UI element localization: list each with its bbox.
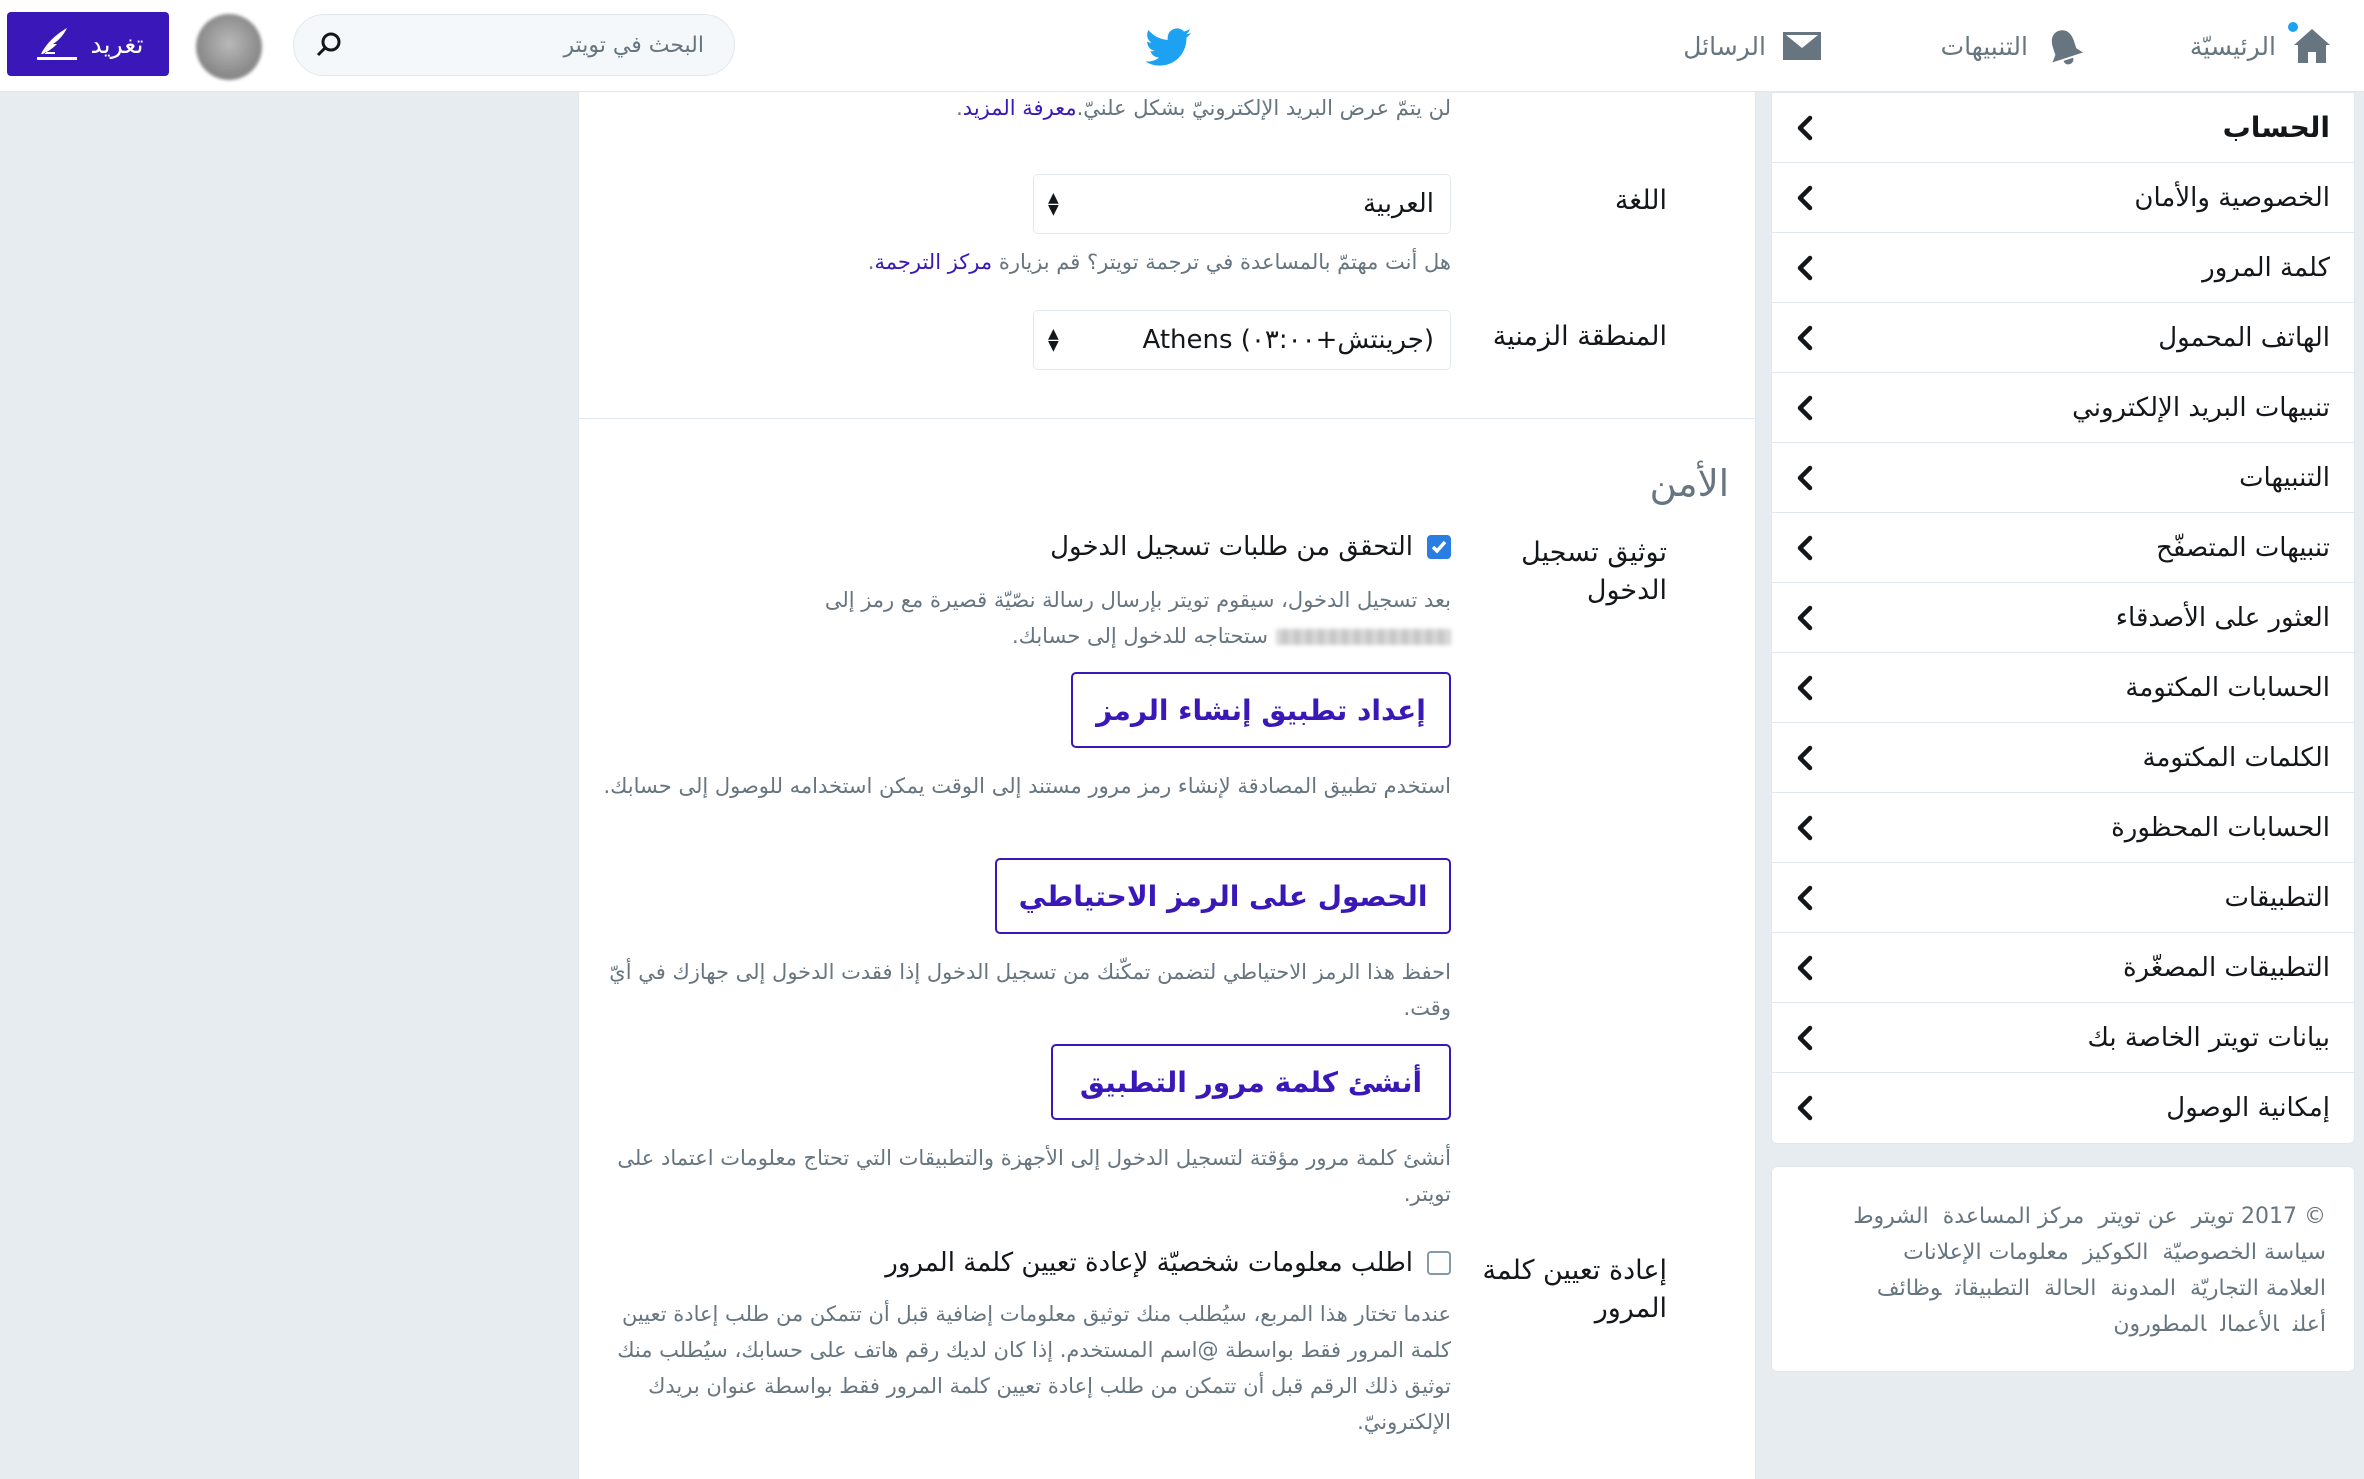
footer-link-cookies[interactable]: الكوكيز <box>2082 1240 2149 1265</box>
sidebar-item-label: تنبيهات المتصفّح <box>2156 532 2330 563</box>
sidebar-item-muted-accounts[interactable] <box>1772 653 2354 723</box>
footer-link-privacy[interactable]: سياسة الخصوصيّة <box>2162 1240 2326 1265</box>
language-value: العربية <box>1362 189 1434 219</box>
chevron-left-icon <box>1792 1023 1818 1053</box>
verify-login-help <box>631 582 1451 654</box>
sidebar-item-privacy-security[interactable] <box>1772 163 2354 233</box>
chevron-left-icon <box>1792 1093 1818 1123</box>
translate-note: هل أنت مهتمّ بالمساعدة في ترجمة تويتر؟ قم بزيارة مركز الترجمة. <box>867 250 1451 274</box>
sidebar-item-accessibility[interactable] <box>1772 1073 2354 1143</box>
setup-code-generator-help: استخدم تطبيق المصادقة لإنشاء رمز مرور مستند إلى الوقت يمكن استخدامه للوصول إلى حسابك. <box>603 774 1451 798</box>
sidebar-item-blocked-accounts[interactable] <box>1772 793 2354 863</box>
sidebar-item-find-friends[interactable] <box>1772 583 2354 653</box>
chevron-left-icon <box>1792 183 1818 213</box>
chevron-left-icon <box>1792 673 1818 703</box>
translate-note-text: هل أنت مهتمّ بالمساعدة في ترجمة تويتر؟ قم بزيارة <box>998 250 1451 274</box>
get-backup-code-button[interactable]: الحصول على الرمز الاحتياطي <box>995 858 1451 934</box>
tweet-button[interactable] <box>7 12 169 76</box>
email-note-text: لن يتمّ عرض البريد الإلكترونيّ بشكل علنيّ. <box>1076 96 1451 120</box>
nav-messages[interactable] <box>1683 16 1824 76</box>
translation-center-link[interactable]: مركز الترجمة <box>874 250 993 274</box>
footer-link-about[interactable]: عن تويتر <box>2098 1204 2178 1229</box>
tweet-button-label: تغريد <box>90 29 144 59</box>
sidebar-item-label: الحساب <box>2222 111 2330 144</box>
footer-link-blog[interactable]: المدونة <box>2110 1276 2176 1301</box>
footer-link-advertise[interactable]: أعلن <box>2292 1312 2326 1337</box>
select-arrows-icon: ▲ ▼ <box>1048 326 1059 354</box>
email-note: لن يتمّ عرض البريد الإلكترونيّ بشكل علنيّ.معرفة المزيد. <box>956 96 1451 120</box>
chevron-left-icon <box>1792 393 1818 423</box>
password-reset-checkbox[interactable] <box>1427 1251 1451 1275</box>
chevron-left-icon <box>1792 743 1818 773</box>
sidebar-item-label: الكلمات المكتومة <box>2142 742 2330 773</box>
nav-home-label: الرئيسيّة <box>2189 31 2276 61</box>
redacted-phone-number <box>1276 629 1451 645</box>
avatar[interactable] <box>196 14 262 80</box>
sidebar-item-label: التنبيهات <box>2239 462 2330 493</box>
footer-link-terms[interactable]: الشروط <box>1853 1204 1929 1229</box>
chevron-left-icon <box>1792 953 1818 983</box>
envelope-icon <box>1780 24 1824 68</box>
nav-home[interactable] <box>2190 16 2334 76</box>
settings-menu <box>1771 92 2355 1144</box>
chevron-left-icon <box>1792 323 1818 353</box>
chevron-left-icon <box>1792 113 1818 143</box>
verify-login-row <box>1050 532 1451 562</box>
sidebar-item-your-twitter-data[interactable] <box>1772 1003 2354 1073</box>
sidebar-item-label: بيانات تويتر الخاصة بك <box>2087 1022 2330 1053</box>
timezone-label: المنطقة الزمنية <box>1492 321 1667 352</box>
footer-link-jobs[interactable]: وظائف <box>1876 1276 1942 1301</box>
select-arrows-icon: ▲ ▼ <box>1048 190 1059 218</box>
learn-more-link[interactable]: معرفة المزيد <box>962 96 1077 120</box>
setup-code-generator-button[interactable]: إعداد تطبيق إنشاء الرمز <box>1071 672 1451 748</box>
sidebar-item-label: العثور على الأصدقاء <box>2115 602 2330 633</box>
home-icon <box>2290 24 2334 68</box>
verify-help-line1: بعد تسجيل الدخول، سيقوم تويتر بإرسال رسالة نصّيّة قصيرة مع رمز إلى <box>824 588 1451 612</box>
verify-help-line2: ستحتاجه للدخول إلى حسابك. <box>1011 624 1268 648</box>
footer-link-ads-info[interactable]: معلومات الإعلانات <box>1903 1240 2069 1265</box>
sidebar-item-label: إمكانية الوصول <box>2166 1093 2330 1123</box>
password-reset-row <box>885 1248 1451 1278</box>
twitter-bird-icon[interactable] <box>1146 24 1192 70</box>
chevron-left-icon <box>1792 813 1818 843</box>
search-input[interactable] <box>354 33 704 58</box>
nav-notifications[interactable] <box>1941 16 2086 76</box>
security-section-title: الأمن <box>1649 462 1729 505</box>
password-reset-help: عندما تختار هذا المربع، سيُطلب منك توثيق معلومات إضافية قبل أن تتمكن من طلب إعادة تعيين كلمة المرور فقط بواسطة @اسم المستخدم. إذا كان لديك رقم هاتف على حسابك، سيُطلب منك توثيق ذلك الرقم قبل أن تتمكن من طلب إعادة تعيين كلمة المرور فقط بواسطة عنوان بريدك الإلكترونيّ. <box>617 1302 1451 1434</box>
verify-login-label: التحقق من طلبات تسجيل الدخول <box>1050 532 1413 562</box>
sidebar-item-label: كلمة المرور <box>2202 252 2330 283</box>
sidebar-item-label: التطبيقات <box>2224 882 2330 913</box>
sidebar-item-label: الخصوصية والأمان <box>2134 182 2330 213</box>
compose-quill-icon <box>33 24 81 64</box>
nav-messages-label: الرسائل <box>1683 31 1766 61</box>
sidebar-item-account[interactable] <box>1772 93 2354 163</box>
sidebar-item-muted-words[interactable] <box>1772 723 2354 793</box>
sidebar-item-label: الهاتف المحمول <box>2158 322 2330 353</box>
language-label: اللغة <box>1614 185 1667 216</box>
timezone-value: (جرينتش+٠٣:٠٠) Athens <box>1142 325 1434 355</box>
footer-link-business[interactable]: الأعمال <box>2220 1312 2279 1337</box>
chevron-left-icon <box>1792 603 1818 633</box>
sidebar-item-mobile[interactable] <box>1772 303 2354 373</box>
search-icon[interactable] <box>314 30 344 60</box>
sidebar-item-password[interactable] <box>1772 233 2354 303</box>
timezone-select[interactable] <box>1033 310 1451 370</box>
password-reset-label: إعادة تعيين كلمة المرور <box>1482 1255 1667 1324</box>
backup-code-help: احفظ هذا الرمز الاحتياطي لتضمن تمكّنك من تسجيل الدخول إذا فقدت الدخول إلى جهازك في أيّ وقت. <box>609 960 1451 1020</box>
sidebar-item-label: التطبيقات المصغّرة <box>2122 952 2330 983</box>
checkmark-icon <box>1430 538 1448 556</box>
nav-notifications-label: التنبيهات <box>1940 31 2028 61</box>
sidebar-item-email-notifications[interactable] <box>1772 373 2354 443</box>
footer-link-apps[interactable]: التطبيقات <box>1955 1276 2031 1301</box>
sidebar-item-browser-notifications[interactable] <box>1772 513 2354 583</box>
generate-app-password-button[interactable]: أنشئ كلمة مرور التطبيق <box>1051 1044 1451 1120</box>
chevron-left-icon <box>1792 463 1818 493</box>
sidebar-item-widgets[interactable] <box>1772 933 2354 1003</box>
sidebar-item-label: تنبيهات البريد الإلكتروني <box>2072 392 2330 423</box>
sidebar-item-notifications[interactable] <box>1772 443 2354 513</box>
footer-link-brand[interactable]: العلامة التجاريّة <box>2189 1276 2326 1301</box>
top-navigation-bar <box>0 0 2364 92</box>
bell-icon <box>2042 24 2086 68</box>
unread-dot <box>2288 22 2298 32</box>
password-reset-checkbox-label: اطلب معلومات شخصيّة لإعادة تعيين كلمة المرور <box>885 1248 1413 1278</box>
login-verification-label: توثيق تسجيل الدخول <box>1521 537 1667 606</box>
section-divider <box>579 418 1755 419</box>
search-box[interactable] <box>293 14 735 76</box>
sidebar-item-label: الحسابات المحظورة <box>2111 812 2330 843</box>
sidebar-item-label: الحسابات المكتومة <box>2125 672 2330 703</box>
footer-copyright: © 2017 تويتر <box>2191 1204 2326 1229</box>
chevron-left-icon <box>1792 883 1818 913</box>
sidebar-item-apps[interactable] <box>1772 863 2354 933</box>
app-password-help: أنشئ كلمة مرور مؤقتة لتسجيل الدخول إلى الأجهزة والتطبيقات التي تحتاج معلومات اعتماد على تويتر. <box>617 1146 1451 1206</box>
footer-links <box>1771 1166 2355 1372</box>
verify-login-checkbox[interactable] <box>1427 535 1451 559</box>
footer-link-help-center[interactable]: مركز المساعدة <box>1942 1204 2085 1229</box>
footer-link-developers[interactable]: المطورون <box>2113 1312 2207 1337</box>
language-select[interactable] <box>1033 174 1451 234</box>
footer-link-status[interactable]: الحالة <box>2044 1276 2097 1301</box>
account-settings-panel <box>578 92 1756 1479</box>
chevron-left-icon <box>1792 533 1818 563</box>
chevron-left-icon <box>1792 253 1818 283</box>
